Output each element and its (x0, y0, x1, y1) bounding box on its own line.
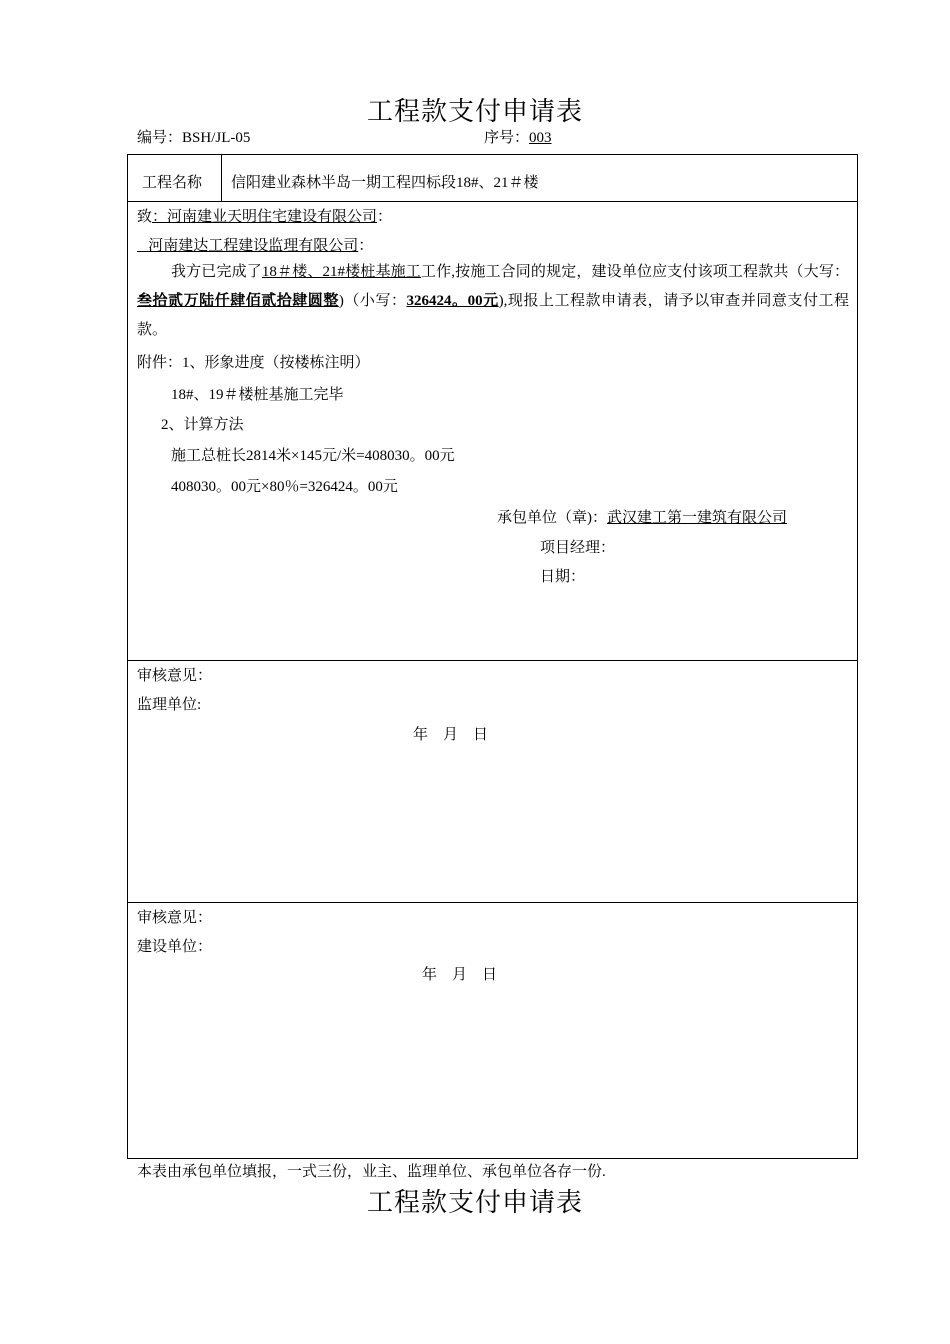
request-paragraph (137, 258, 849, 345)
project-name-label: 工程名称 (142, 175, 203, 191)
contractor-name: 武汉建工第一建筑有限公司 (607, 510, 788, 526)
supervisor-name (137, 238, 358, 254)
page-title-repeat: 工程款支付申请表 (366, 1188, 583, 1218)
supervisor-unit-label: 监理单位: (137, 697, 202, 713)
project-name: 信阳建业森林半岛一期工程四标段18#、21＃楼 (231, 175, 539, 191)
row-divider (127, 660, 857, 661)
paragraph-text: 我方已完成了 (171, 264, 262, 280)
serial-number-label: 序号： (484, 130, 530, 146)
addressee-client (137, 205, 392, 226)
addressee-prefix: 致 (137, 209, 153, 225)
page-title: 工程款支付申请表 (366, 97, 583, 127)
review-opinion-label-2: 审核意见： (137, 910, 213, 926)
attachment-1: 附件：1、形象进度（按楼栋注明） (137, 355, 370, 371)
paragraph-text: )（小写： (338, 293, 407, 309)
client-name: ：河南建业天明住宅建设有限公司 (152, 209, 378, 225)
addressee-supervisor (137, 234, 373, 255)
owner-unit-label: 建设单位： (137, 939, 213, 955)
paragraph-text: 工作,按施工合同的规定，建设单位应支付该项工程款共（大写： (420, 264, 849, 280)
contractor-label: 承包单位（章)： (497, 510, 607, 526)
column-divider (221, 155, 222, 201)
form-code-label: 编号： (137, 130, 183, 146)
serial-number-value: 003 (529, 130, 552, 146)
colon: ： (358, 238, 374, 254)
attachment-2: 2、计算方法 (161, 417, 244, 433)
project-manager-label: 项目经理： (540, 540, 616, 556)
serial-number (484, 126, 552, 147)
date-label: 日期： (540, 569, 586, 585)
paragraph-text: ),现报上工程款申请表，请予以审查并同意支付工程款。 (137, 293, 849, 338)
completed-work: 18＃楼、21#楼桩基施工 (261, 264, 421, 280)
review-opinion-label: 审核意见： (137, 668, 213, 684)
calculation-line-1: 施工总桩长2814米×145元/米=408030。00元 (171, 448, 455, 464)
owner-date: 年 月 日 (422, 967, 498, 983)
supervisor-name-text: 河南建达工程建设监理有限公司 (148, 238, 359, 254)
amount-in-words: 叁拾贰万陆仟肆佰贰拾肆圆整 (137, 293, 339, 309)
form-code-value: BSH/JL-05 (182, 130, 251, 146)
supervisor-date: 年 月 日 (413, 727, 489, 743)
attachment-1-detail: 18#、19＃楼桩基施工完毕 (171, 387, 344, 403)
amount-in-figures: 326424。00元 (406, 293, 499, 309)
footnote: 本表由承包单位填报，一式三份，业主、监理单位、承包单位各存一份. (137, 1164, 606, 1180)
form-code (137, 126, 250, 147)
contractor-seal (497, 506, 787, 527)
row-divider (127, 902, 857, 903)
calculation-line-2: 408030。00元×80％=326424。00元 (171, 479, 398, 495)
row-divider (127, 201, 857, 202)
colon: ： (377, 209, 393, 225)
